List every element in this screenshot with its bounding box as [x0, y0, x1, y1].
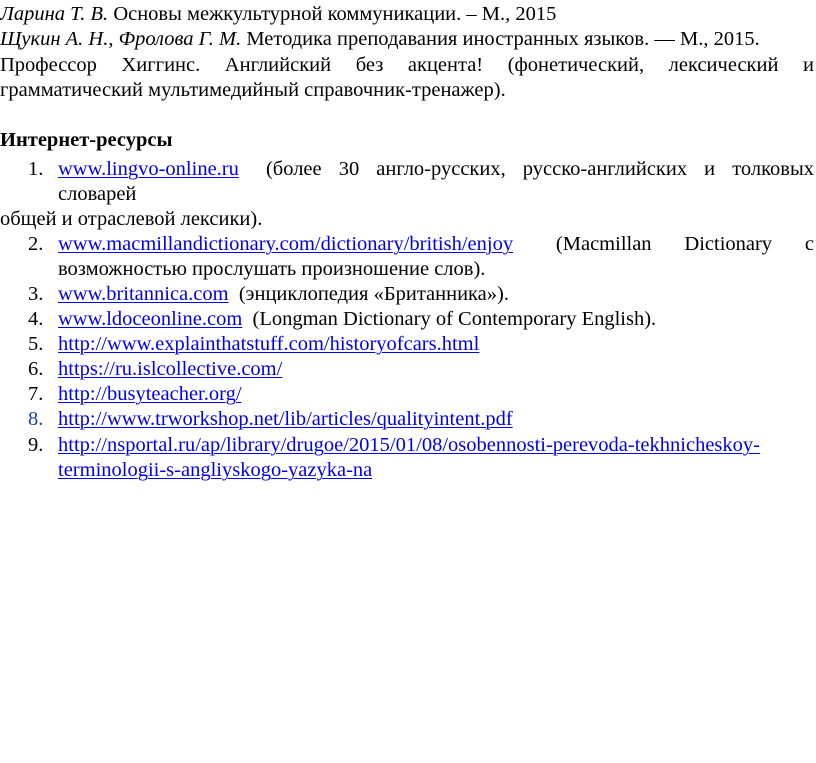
- list-number: 5.: [28, 333, 44, 355]
- list-item-3: [58, 282, 814, 307]
- link-lingvo-online[interactable]: www.lingvo-online.ru: [58, 158, 239, 180]
- list-number: 7.: [28, 383, 44, 405]
- link-busyteacher[interactable]: http://busyteacher.org/: [58, 383, 242, 405]
- item-description: (более 30 англо-русских, русско-английских и толковых: [265, 158, 814, 180]
- reference-title: Основы межкультурной коммуникации. – М., 2015: [108, 3, 557, 25]
- item-description-cont: возможностью прослушать произношение слов).: [58, 258, 486, 280]
- list-number: 6.: [28, 358, 44, 380]
- item-description: (Macmillan Dictionary с: [555, 233, 814, 255]
- link-macmillan-dictionary[interactable]: www.macmillandictionary.com/dictionary/british/enjoy: [58, 233, 514, 255]
- item-description-cont: словарей: [58, 183, 137, 205]
- list-number: 1.: [28, 158, 44, 180]
- list-number: 3.: [28, 283, 44, 305]
- list-item-9: [58, 433, 814, 483]
- link-ldoceonline[interactable]: www.ldoceonline.com: [58, 308, 243, 330]
- list-item-7: [58, 382, 814, 407]
- list-item-1: [58, 157, 814, 207]
- list-number: 9.: [28, 434, 44, 456]
- reference-larina: [0, 2, 556, 27]
- reference-title: Методика преподавания иностранных языков. — М., 2015.: [241, 28, 760, 50]
- item-description: (Longman Dictionary of Contemporary English).: [252, 308, 657, 330]
- link-trworkshop[interactable]: http://www.trworkshop.net/lib/articles/qualityintent.pdf: [58, 408, 513, 430]
- list-item-5: [58, 332, 814, 357]
- reference-author: Ларина Т. В.: [0, 3, 109, 25]
- reference-shchukin: [0, 27, 760, 52]
- link-nsportal-cont[interactable]: terminologii-s-angliyskogo-yazyka-na: [58, 459, 373, 481]
- link-britannica[interactable]: www.britannica.com: [58, 283, 229, 305]
- list-number: 8.: [28, 408, 44, 430]
- list-item-6: [58, 357, 814, 382]
- reference-higgins-line-1: Профессор Хиггинс. Английский без акцента! (фонетический, лексический и: [0, 54, 814, 76]
- link-explainthatstuff[interactable]: http://www.explainthatstuff.com/historyofcars.html: [58, 333, 480, 355]
- list-item-2: [58, 232, 814, 282]
- link-nsportal[interactable]: http://nsportal.ru/ap/library/drugoe/2015/01/08/osobennosti-perevoda-tekhnicheskoy-: [58, 434, 760, 456]
- list-number: 2.: [28, 233, 44, 255]
- list-item-4: [58, 307, 814, 332]
- reference-author-2: Фролова Г. М.: [118, 28, 242, 50]
- internet-resources-heading: Интернет-ресурсы: [0, 129, 173, 151]
- list-number: 4.: [28, 308, 44, 330]
- link-islcollective[interactable]: https://ru.islcollective.com/: [58, 358, 283, 380]
- item-description: (энциклопедия «Британника»).: [238, 283, 509, 305]
- reference-higgins-line-2: грамматический мультимедийный справочник-тренажер).: [0, 79, 506, 101]
- reference-author: Щукин А. Н.: [0, 28, 109, 50]
- item-description-wrap: общей и отраслевой лексики).: [0, 208, 263, 230]
- reference-separator: ,: [108, 28, 119, 50]
- list-item-8: [58, 407, 814, 432]
